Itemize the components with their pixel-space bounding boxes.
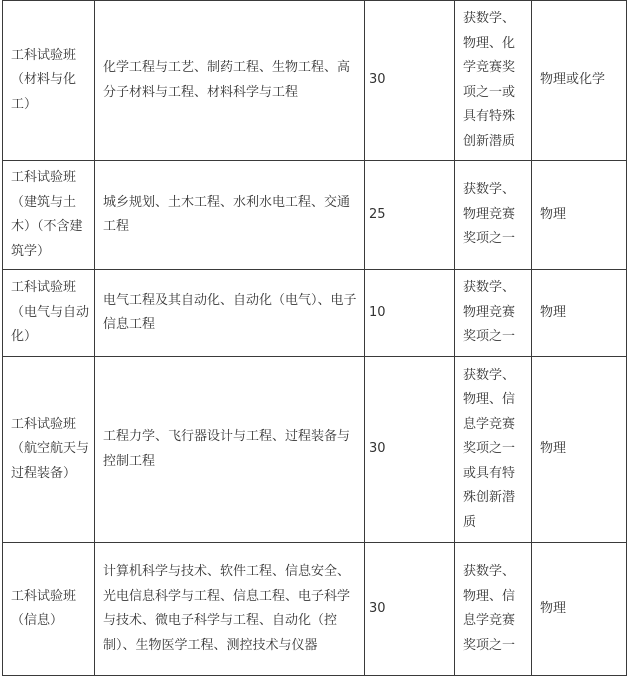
subject-cell: 物理或化学 [532, 1, 627, 161]
majors-cell: 化学工程与工艺、制药工程、生物工程、高分子材料与工程、材料科学与工程 [95, 1, 365, 161]
requirement-cell: 获数学、物理、信息学竞赛奖项之一或具有特殊创新潜质 [455, 357, 532, 543]
program-cell: 工科试验班（建筑与土木）（不含建筑学） [3, 161, 95, 270]
majors-cell: 工程力学、飞行器设计与工程、过程装备与控制工程 [95, 357, 365, 543]
quota-cell: 30 [365, 543, 455, 676]
table-row [3, 270, 627, 357]
table-row [3, 357, 627, 543]
majors-cell: 城乡规划、土木工程、水利水电工程、交通工程 [95, 161, 365, 270]
program-cell: 工科试验班（信息） [3, 543, 95, 676]
majors-cell: 电气工程及其自动化、自动化（电气）、电子信息工程 [95, 270, 365, 357]
quota-cell: 30 [365, 357, 455, 543]
requirement-cell: 获数学、物理、化学竞赛奖项之一或具有特殊创新潜质 [455, 1, 532, 161]
table-row [3, 543, 627, 676]
subject-cell: 物理 [532, 270, 627, 357]
table-row [3, 1, 627, 161]
program-cell: 工科试验班（电气与自动化） [3, 270, 95, 357]
subject-cell: 物理 [532, 357, 627, 543]
program-cell: 工科试验班（材料与化工） [3, 1, 95, 161]
subject-cell: 物理 [532, 161, 627, 270]
requirement-cell: 获数学、物理、信息学竞赛奖项之一 [455, 543, 532, 676]
quota-cell: 25 [365, 161, 455, 270]
table-row [3, 161, 627, 270]
majors-cell: 计算机科学与技术、软件工程、信息安全、光电信息科学与工程、信息工程、电子科学与技术、微电子科学与工程、自动化（控制）、生物医学工程、测控技术与仪器 [95, 543, 365, 676]
program-cell: 工科试验班（航空航天与过程装备） [3, 357, 95, 543]
requirement-cell: 获数学、物理竞赛奖项之一 [455, 270, 532, 357]
admissions-table [2, 0, 627, 676]
quota-cell: 10 [365, 270, 455, 357]
requirement-cell: 获数学、物理竞赛奖项之一 [455, 161, 532, 270]
quota-cell: 30 [365, 1, 455, 161]
subject-cell: 物理 [532, 543, 627, 676]
